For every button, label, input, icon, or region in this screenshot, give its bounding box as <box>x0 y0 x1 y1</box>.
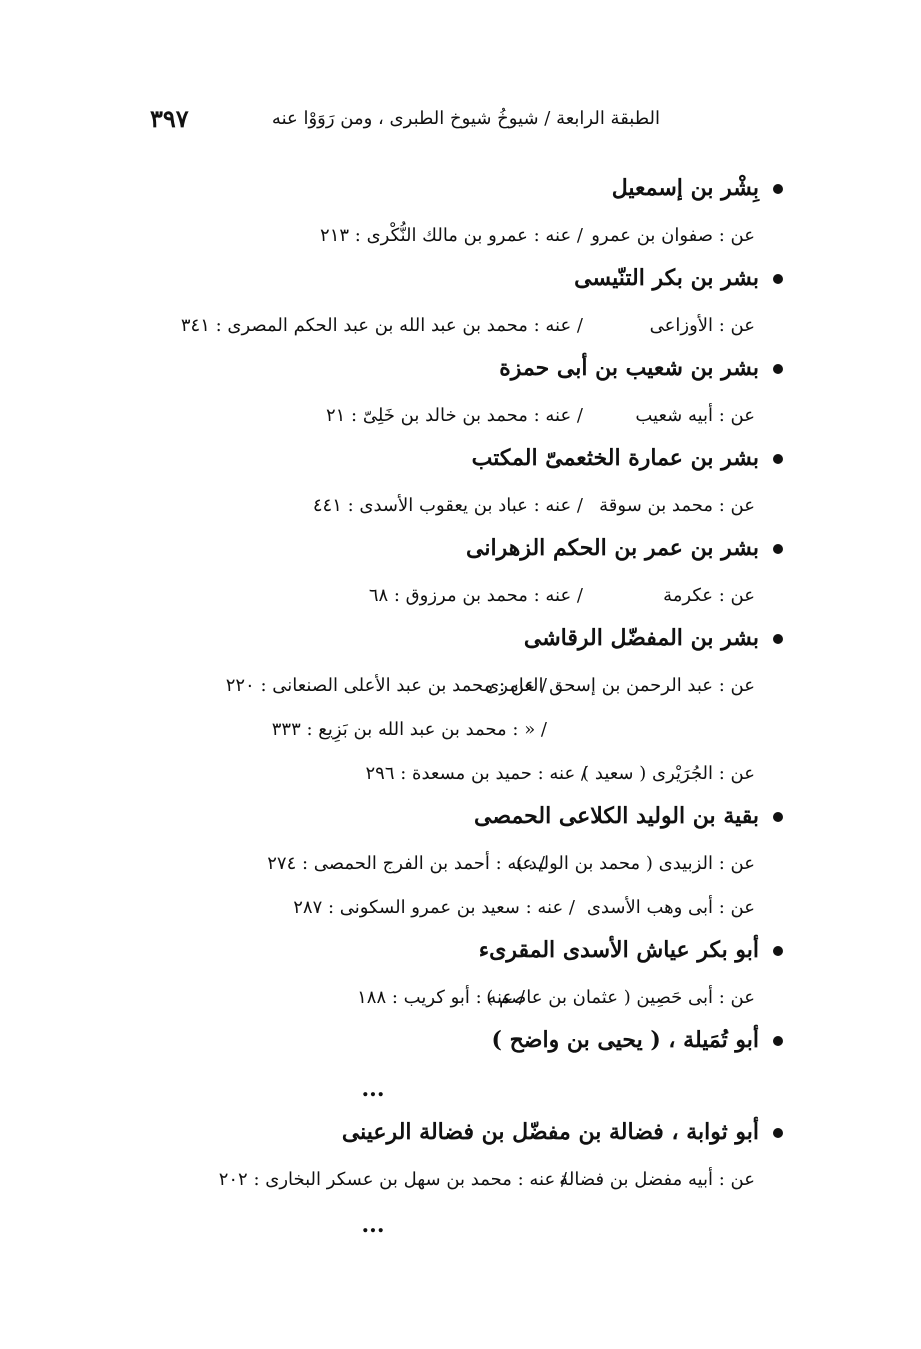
entry-name: بشر بن شعيب بن أبى حمزة <box>499 355 759 381</box>
narrated-by: / عنه : محمد بن سهل بن عسكر البخارى : ٢٠٢ <box>218 1169 567 1190</box>
narration-line <box>143 214 783 258</box>
narration-line <box>143 752 783 796</box>
entry-title <box>143 528 783 574</box>
page-number: ٣٩٧ <box>150 104 189 133</box>
narrated-by: / « : محمد بن عبد الله بن بَزِيع : ٣٣٣ <box>271 719 547 740</box>
narrated-from: عن : عكرمة <box>663 585 755 606</box>
narrated-from: عن : الأوزاعى <box>649 315 755 336</box>
ellipsis: ... <box>361 1076 385 1102</box>
entry-title <box>143 930 783 976</box>
entry-title <box>143 258 783 304</box>
bullet-icon <box>773 812 783 822</box>
narration-line <box>143 842 783 886</box>
entry-title <box>143 618 783 664</box>
entry-name: بِشْر بن إسمعيل <box>611 175 759 201</box>
entry-name: أبو بكر عياش الأسدى المقرىء <box>478 937 759 963</box>
entry-name: بشر بن عمر بن الحكم الزهرانى <box>466 535 759 561</box>
narrated-by: / عنه : محمد بن مرزوق : ٦٨ <box>368 585 583 606</box>
narrated-by: / عنه : حميد بن مسعدة : ٢٩٦ <box>365 763 587 784</box>
bullet-icon <box>773 364 783 374</box>
page-header <box>150 104 660 144</box>
narration-line <box>143 976 783 1020</box>
narrated-from: عن : أبى وهب الأسدى <box>586 897 755 918</box>
narrated-from: عن : أبيه شعيب <box>635 405 755 426</box>
narrated-by: / عن : محمد بن عبد الأعلى الصنعانى : ٢٢٠ <box>225 675 547 696</box>
entry-title <box>143 796 783 842</box>
narrated-from: عن : صفوان بن عمرو <box>591 225 755 246</box>
entry-title <box>143 348 783 394</box>
narrated-from: عن : الجُرَيْرى ( سعيد ) <box>582 763 755 784</box>
entry-name: أبو ثوابة ، فضالة بن مفضّل بن فضالة الرعينى <box>341 1119 759 1145</box>
narrated-from: عن : أبيه مفضل بن فضالة <box>559 1169 755 1190</box>
entry-title <box>143 168 783 214</box>
narrated-from: عن : عبد الرحمن بن إسحق العامرى <box>485 675 755 696</box>
ellipsis: ... <box>361 1212 385 1238</box>
narration-line <box>143 664 783 708</box>
narration-line <box>143 304 783 348</box>
bullet-icon <box>773 184 783 194</box>
narrated-by: / عنه : أبو كريب : ١٨٨ <box>357 987 525 1008</box>
narration-line <box>143 708 783 752</box>
narration-line <box>143 574 783 618</box>
bullet-icon <box>773 454 783 464</box>
bullet-icon <box>773 544 783 554</box>
narrated-by: / عنه : سعيد بن عمرو السكونى : ٢٨٧ <box>293 897 575 918</box>
narration-line <box>143 394 783 438</box>
entry-name: بشر بن عمارة الخثعمىّ المكتب <box>471 445 759 471</box>
bullet-icon <box>773 274 783 284</box>
narrated-by: / عنه : محمد بن عبد الله بن عبد الحكم المصرى : ٣٤١ <box>180 315 583 336</box>
entry-title <box>143 438 783 484</box>
narrated-by: / عنه : عمرو بن مالك النُّكْرى : ٢١٣ <box>320 225 583 246</box>
bullet-icon <box>773 1036 783 1046</box>
narrated-by: / عنه : أحمد بن الفرج الحمصى : ٢٧٤ <box>267 853 545 874</box>
entry-name: بشر بن المفضّل الرقاشى <box>523 625 759 651</box>
entry-title <box>143 1020 783 1066</box>
narration-line <box>143 886 783 930</box>
entry-name: بشر بن بكر التنّيسى <box>574 265 759 291</box>
narration-line <box>143 1158 783 1202</box>
entries-list <box>143 168 783 1248</box>
bullet-icon <box>773 1128 783 1138</box>
bullet-icon <box>773 634 783 644</box>
entry-title <box>143 1112 783 1158</box>
narrated-by: / عنه : محمد بن خالد بن خَلِىّ : ٢١ <box>325 405 583 426</box>
narrated-from: عن : الزبيدى ( محمد بن الوليد ) <box>516 853 755 874</box>
running-head: الطبقة الرابعة / شيوخُ شيوخ الطبرى ، ومن رَوَوْا عنه <box>271 108 660 129</box>
narrated-by: / عنه : عباد بن يعقوب الأسدى : ٤٤١ <box>312 495 583 516</box>
entry-name: أبو تُمَيلة ، ( يحيى بن واضح ) <box>491 1027 759 1053</box>
narrated-from: عن : محمد بن سوقة <box>599 495 755 516</box>
narration-line <box>143 484 783 528</box>
narrated-from: عن : أبى حَصِين ( عثمان بن عاصم ) <box>486 987 755 1008</box>
entry-name: بقية بن الوليد الكلاعى الحمصى <box>474 803 759 829</box>
bullet-icon <box>773 946 783 956</box>
